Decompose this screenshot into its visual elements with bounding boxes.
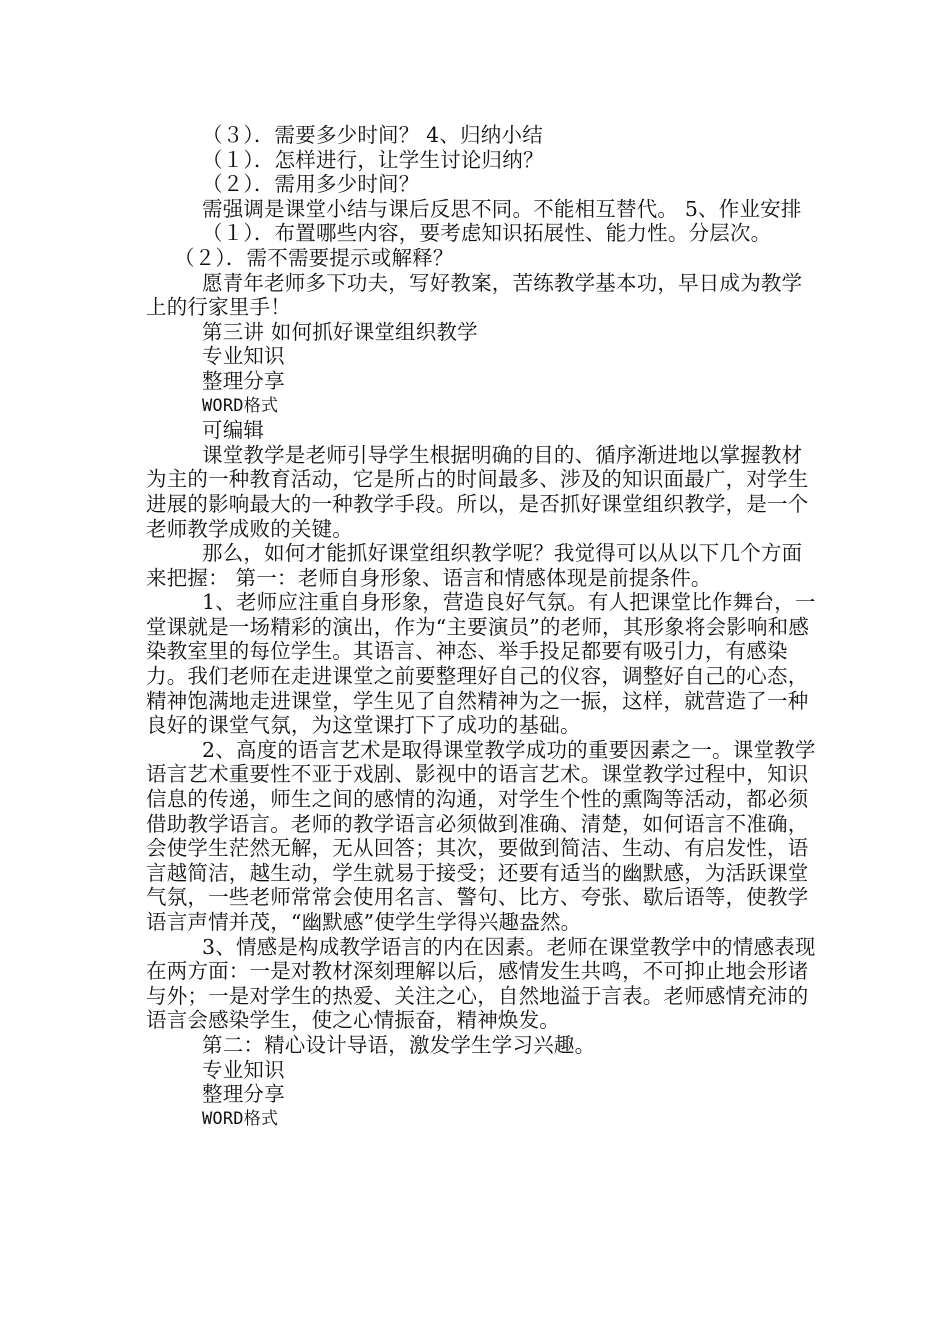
text-paragraph: 2、高度的语言艺术是取得课堂教学成功的重要因素之一。课堂教学语言艺术重要性不亚于戏剧、影视中的语言艺术。课堂教学过程中，知识信息的传递，师生之间的感情的沟通，对学生个性的熏陶等活动，都必须借助教学语言。老师的教学语言必须做到准确、清楚，如何语言不准确，会使学生茫然无解，无从回答；其次，要做到简洁、生动、有启发性，语言越简洁，越生动，学生就易于接受；还要有适当的幽默感，为活跃课堂气氛，一些老师常常会使用名言、警句、比方、夸张、歇后语等，使教学语言声情并茂，“幽默感”使学生学得兴趣盎然。 <box>146 737 816 934</box>
watermark-line: 整理分享 <box>202 368 285 393</box>
text-paragraph: 愿青年老师多下功夫，写好教案，苦练教学基本功，早日成为教学上的行家里手！ <box>146 270 803 320</box>
text-paragraph: 需强调是课堂小结与课后反思不同。不能相互替代。 5、作业安排 <box>202 196 802 221</box>
section-heading: 第二：精心设计导语，激发学生学习兴趣。 <box>202 1032 596 1057</box>
document-body <box>146 123 818 1131</box>
watermark-line: 可编辑 <box>202 418 265 443</box>
section-heading: 第三讲 如何抓好课堂组织教学 <box>202 319 478 344</box>
text-line: （１）．布置哪些内容，要考虑知识拓展性、能力性。分层次。 <box>202 221 772 246</box>
text-line: （２）．需不需要提示或解释？ <box>174 245 454 270</box>
text-paragraph: 1、老师应注重自身形象，营造良好气氛。有人把课堂比作舞台，一堂课就是一场精彩的演出，作为“主要演员”的老师，其形象将会影响和感染教室里的每位学生。其语言、神态、举手投足都要有吸引力，有感染力。我们老师在走进课堂之前要整理好自己的仪容，调整好自己的心态，精神饱满地走进课堂，学生见了自然精神为之一振，这样，就营造了一种良好的课堂气氛，为这堂课打下了成功的基础。 <box>146 590 816 738</box>
watermark-line: 整理分享 <box>202 1082 285 1107</box>
text-line: （３）．需要多少时间？ 4、归纳小结 <box>202 123 543 147</box>
watermark-line: 专业知识 <box>202 1057 285 1082</box>
text-line: （１）．怎样进行，让学生讨论归纳？ <box>202 147 544 172</box>
text-line: （２）．需用多少时间？ <box>202 172 420 197</box>
text-paragraph: 那么，如何才能抓好课堂组织教学呢？我觉得可以从以下几个方面来把握： 第一：老师自身形象、语言和情感体现是前提条件。 <box>146 541 803 590</box>
watermark-line: WORD格式 <box>202 1108 279 1129</box>
text-paragraph: 3、情感是构成教学语言的内在因素。老师在课堂教学中的情感表现在两方面：一是对教材深刻理解以后，感情发生共鸣，不可抑止地会形诸与外；一是对学生的热爱、关注之心，自然地溢于言表。老师感情充沛的语言会感染学生，使之心情振奋，精神焕发。 <box>146 934 816 1033</box>
text-paragraph: 课堂教学是老师引导学生根据明确的目的、循序渐进地以掌握教材为主的一种教育活动，它是所占的时间最多、涉及的知识面最广，对学生进展的影响最大的一种教学手段。所以，是否抓好课堂组织教学，是一个老师教学成败的关键。 <box>146 442 809 541</box>
watermark-line: WORD格式 <box>202 395 279 416</box>
watermark-line: 专业知识 <box>202 344 285 369</box>
